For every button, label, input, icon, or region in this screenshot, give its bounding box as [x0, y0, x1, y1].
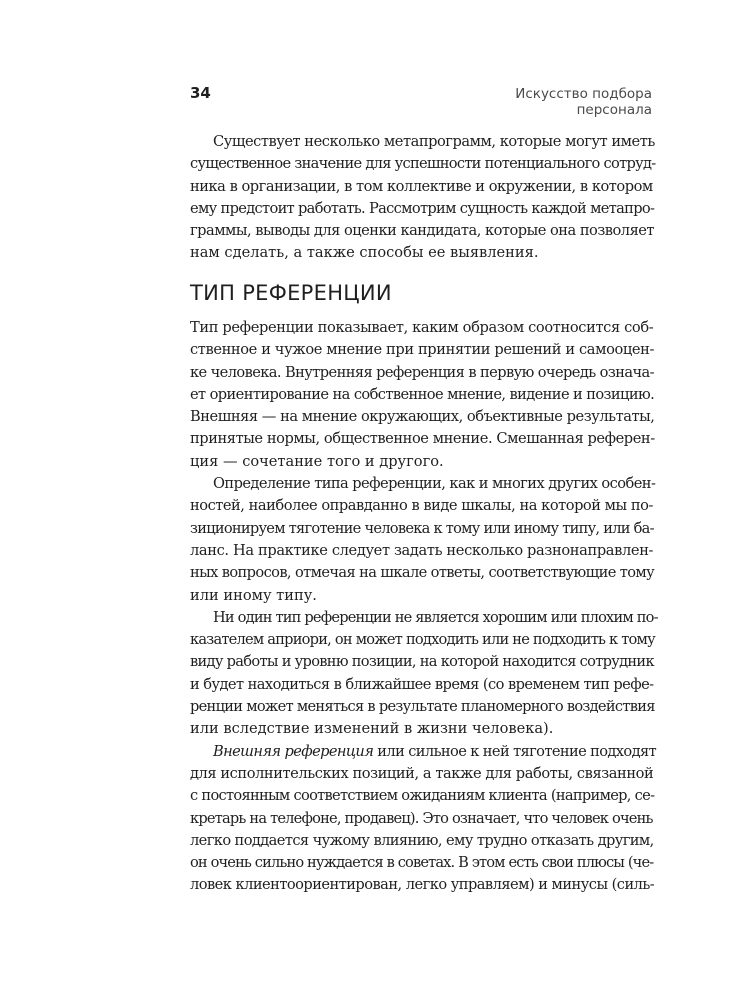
paragraph-1 [190, 317, 655, 473]
text-line: Существует несколько метапрограмм, которые могут иметь [213, 133, 655, 150]
text-line: ных вопросов, отмечая на шкале ответы, соответствующие тому [190, 564, 655, 582]
text-line: граммы, выводы для оценки кандидата, которые она позволяет [190, 222, 654, 240]
text-line: легко поддается чужому влиянию, ему трудно отказать другим, [190, 831, 654, 849]
paragraph-4 [190, 741, 657, 897]
text-line: казателем априори, он может подходить или не подходить к тому [190, 631, 655, 649]
text-line: Определение типа референции, как и многих других особен- [213, 475, 656, 493]
page-number: 34 [190, 84, 211, 102]
intro-paragraph [190, 131, 656, 265]
text-line: ет ориентирование на собственное мнение, видение и позицию. [190, 385, 655, 403]
text-line: ника в организации, в том коллективе и окружении, в котором [190, 177, 653, 195]
text-line: с постоянным соответствием ожиданиям клиента (например, се- [190, 787, 655, 805]
text-line: принятые нормы, общественное мнение. Смешанная референ- [190, 430, 655, 448]
text-line: ке человека. Внутренняя референция в первую очередь означа- [190, 363, 654, 381]
text-line: Ни один тип референции не является хорошим или плохим по- [213, 608, 658, 626]
italic-term: Внешняя референция [213, 742, 374, 760]
text-line [190, 741, 657, 763]
text-run: или сильное к ней тяготение подходят [373, 742, 657, 760]
text-line: ция — сочетание того и другого. [190, 452, 444, 470]
text-line: Тип референции показывает, каким образом соотносится соб- [190, 319, 654, 336]
section-heading: ТИП РЕФЕРЕНЦИИ [190, 281, 392, 305]
text-line: он очень сильно нуждается в советах. В этом есть свои плюсы (че- [190, 854, 654, 872]
section-body [190, 317, 658, 897]
text-line: или вследствие изменений в жизни человека). [190, 720, 554, 738]
text-line: ностей, наиболее оправданно в виде шкалы, на которой мы по- [190, 497, 653, 515]
text-line: зиционируем тяготение человека к тому или иному типу, или ба- [190, 519, 654, 537]
text-line: ему предстоит работать. Рассмотрим сущность каждой метапро- [190, 199, 655, 217]
text-line: кретарь на телефоне, продавец). Это означает, что человек очень [190, 809, 653, 827]
paragraph-3 [190, 607, 658, 741]
paragraph-2 [190, 473, 656, 607]
text-line: нам сделать, а также способы ее выявления. [190, 244, 539, 262]
text-line: виду работы и уровню позиции, на которой находится сотрудник [190, 653, 654, 671]
text-line: для исполнительских позиций, а также для работы, связанной [190, 764, 654, 782]
text-line: и будет находиться в ближайшее время (со временем тип рефе- [190, 675, 654, 693]
text-line: существенное значение для успешности потенциального сотруд- [190, 155, 656, 173]
text-line: ловек клиентоориентирован, легко управляем) и минусы (силь- [190, 876, 655, 894]
text-line: ственное и чужое мнение при принятии решений и самооцен- [190, 341, 655, 359]
text-line: ренции может меняться в результате планомерного воздействия [190, 698, 655, 716]
running-header-title: Искусство подбора персонала [515, 86, 652, 118]
text-line: Внешняя — на мнение окружающих, объективные результаты, [190, 408, 655, 426]
text-line: ланс. На практике следует задать несколько разнонаправлен- [190, 541, 654, 559]
text-line: или иному типу. [190, 586, 317, 604]
